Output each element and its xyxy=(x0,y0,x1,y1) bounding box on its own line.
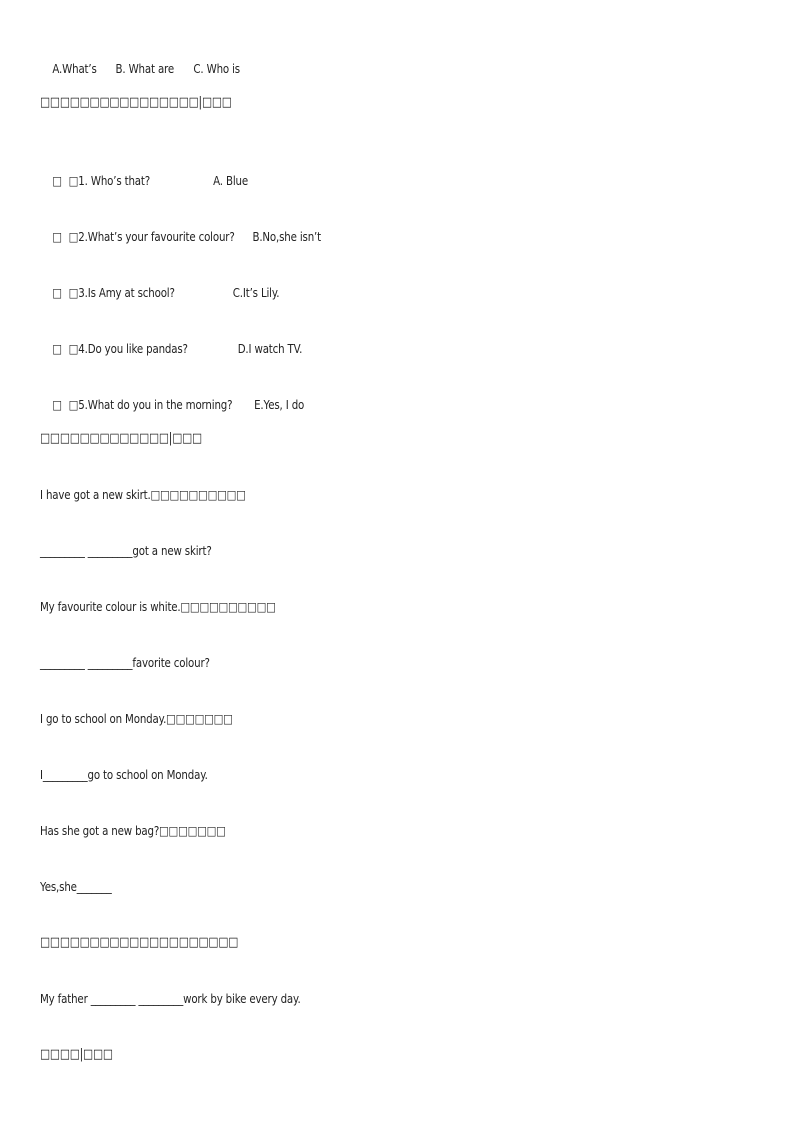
transform-sentence-1: I have got a new skirt.□□□□□□□□□□ xyxy=(40,487,246,502)
transform-blank-1: _________ _________got a new skirt? xyxy=(40,543,212,558)
option-b: B. What are xyxy=(115,61,175,76)
transform-sentence-4: Has she got a new bag?□□□□□□□ xyxy=(40,823,226,838)
match-item-1 xyxy=(40,148,630,204)
match-item-3 xyxy=(40,260,630,316)
worksheet-page xyxy=(40,36,760,1100)
transform-blank-2: _________ _________favorite colour? xyxy=(40,655,210,670)
match-answer: C.It’s Lily. xyxy=(232,285,280,300)
choice-options-row xyxy=(40,36,630,92)
translate-section-heading: □□□□□□□□□□□□□□□□□□□□ xyxy=(40,935,239,950)
match-question: □4.Do you like pandas? xyxy=(68,341,188,356)
match-section-heading: □□□□□□□□□□□□□□□□|□□□ xyxy=(40,95,232,110)
transform-sentence-2: My favourite colour is white.□□□□□□□□□□ xyxy=(40,599,276,614)
final-section-heading: □□□□|□□□ xyxy=(40,1047,113,1062)
answer-box: □ xyxy=(52,341,62,356)
answer-box: □ xyxy=(52,229,62,244)
transform-sentence-3: I go to school on Monday.□□□□□□□ xyxy=(40,711,233,726)
answer-box: □ xyxy=(52,285,62,300)
match-item-2 xyxy=(40,204,630,260)
translate-sentence: My father _________ _________work by bike every day. xyxy=(40,991,301,1006)
match-question: □5.What do you in the morning? xyxy=(68,397,233,412)
match-item-5 xyxy=(40,372,630,428)
match-answer: A. Blue xyxy=(213,173,248,188)
answer-box: □ xyxy=(52,173,62,188)
match-answer: D.I watch TV. xyxy=(237,341,303,356)
answer-box: □ xyxy=(52,397,62,412)
match-answer: E.Yes, I do xyxy=(254,397,305,412)
match-question: □3.Is Amy at school? xyxy=(68,285,175,300)
match-item-4 xyxy=(40,316,630,372)
match-question: □2.What’s your favourite colour? xyxy=(68,229,235,244)
match-question: □1. Who’s that? xyxy=(68,173,151,188)
transform-blank-4: Yes,she_______ xyxy=(40,879,112,894)
option-c: C. Who is xyxy=(193,61,240,76)
option-a: A.What’s xyxy=(52,61,97,76)
transform-blank-3: I_________go to school on Monday. xyxy=(40,767,208,782)
transform-section-heading: □□□□□□□□□□□□□|□□□ xyxy=(40,431,202,446)
match-answer: B.No,she isn’t xyxy=(252,229,322,244)
